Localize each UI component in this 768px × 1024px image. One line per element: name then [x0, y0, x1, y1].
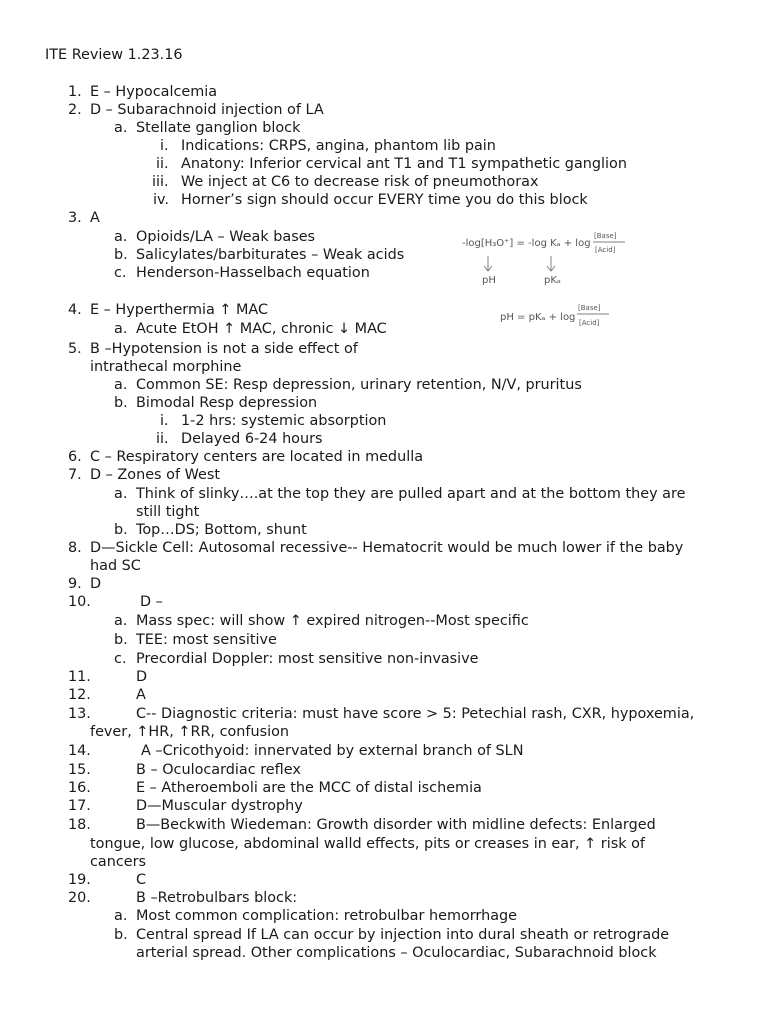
- item-text: B – Oculocardiac reflex: [136, 762, 301, 778]
- sub-item-letter: a.: [114, 908, 128, 924]
- sub-item-letter: c.: [114, 265, 127, 281]
- item-text: B –Hypotension is not a side effect of: [90, 341, 358, 357]
- sub-item-letter: a.: [114, 321, 128, 337]
- item-text: D – Zones of West: [90, 467, 220, 483]
- item-text: B –Retrobulbars block:: [136, 890, 298, 906]
- equation-1-denominator: [Acid]: [595, 246, 616, 254]
- item-number: 19.: [68, 872, 91, 888]
- item-number: 5.: [68, 341, 82, 357]
- item-number: 9.: [68, 576, 82, 592]
- item-text-continued: had SC: [90, 558, 141, 574]
- item-text: D: [90, 576, 102, 592]
- equation-2-denominator: [Acid]: [579, 319, 600, 327]
- item-number: 13.: [68, 706, 91, 722]
- sub-item-text: Stellate ganglion block: [136, 120, 301, 136]
- sub-item-text: Henderson-Hasselbach equation: [136, 265, 370, 281]
- sub-item-text: Central spread If LA can occur by injection into dural sheath or retrograde: [136, 927, 670, 943]
- sub-item-text: Mass spec: will show ↑ expired nitrogen--Most specific: [136, 613, 529, 629]
- down-arrow-icon: [547, 256, 555, 271]
- sub-item-letter: a.: [114, 229, 128, 245]
- item-number: 10.: [68, 594, 91, 610]
- item-text: A: [90, 210, 100, 226]
- sub-sub-item-text: Horner’s sign should occur EVERY time you do this block: [181, 192, 588, 208]
- item-text: D – Subarachnoid injection of LA: [90, 102, 324, 118]
- item-text: A: [136, 687, 146, 703]
- item-number: 3.: [68, 210, 82, 226]
- sub-item-letter: b.: [114, 632, 128, 648]
- equation-1-numerator: [Base]: [594, 232, 617, 240]
- sub-item-text-continued: arterial spread. Other complications – Oculocardiac, Subarachnoid block: [136, 945, 657, 961]
- henderson-hasselbalch-equation-image: [458, 224, 634, 340]
- item-text: B—Beckwith Wiedeman: Growth disorder with midline defects: Enlarged: [136, 817, 656, 833]
- item-text-continued: fever, ↑HR, ↑RR, confusion: [90, 724, 290, 740]
- sub-sub-item-roman: ii.: [156, 431, 169, 447]
- item-text: E – Hypocalcemia: [90, 84, 218, 100]
- down-arrow-icon: [484, 256, 492, 271]
- item-number: 17.: [68, 798, 91, 814]
- sub-item-letter: c.: [114, 651, 127, 667]
- item-text-continued: intrathecal morphine: [90, 359, 242, 375]
- item-text: D—Muscular dystrophy: [136, 798, 303, 814]
- item-text: D—Sickle Cell: Autosomal recessive-- Hematocrit would be much lower if the baby: [90, 540, 684, 556]
- item-number: 7.: [68, 467, 82, 483]
- page-title: ITE Review 1.23.16: [45, 47, 183, 63]
- sub-sub-item-text: 1-2 hrs: systemic absorption: [181, 413, 387, 429]
- sub-item-text: TEE: most sensitive: [136, 632, 277, 648]
- item-text: C – Respiratory centers are located in medulla: [90, 449, 424, 465]
- equation-1-pka-label: pKₐ: [544, 275, 561, 286]
- sub-sub-item-roman: i.: [160, 138, 169, 154]
- equation-1-ph-label: pH: [482, 275, 496, 286]
- sub-sub-item-text: We inject at C6 to decrease risk of pneumothorax: [181, 174, 539, 190]
- sub-item-text: Most common complication: retrobulbar hemorrhage: [136, 908, 518, 924]
- sub-sub-item-text: Delayed 6-24 hours: [181, 431, 323, 447]
- sub-sub-item-roman: iii.: [152, 174, 169, 190]
- item-text: D: [136, 669, 148, 685]
- sub-item-text: Think of slinky….at the top they are pulled apart and at the bottom they are: [136, 486, 686, 502]
- item-number: 1.: [68, 84, 82, 100]
- item-number: 20.: [68, 890, 91, 906]
- item-number: 8.: [68, 540, 82, 556]
- item-text-continued: tongue, low glucose, abdominal walld effects, pits or creases in ear, ↑ risk of: [90, 836, 645, 852]
- equation-1-left: -log[H₃O⁺] = -log Kₐ + log: [462, 238, 591, 249]
- sub-item-text: Common SE: Resp depression, urinary retention, N/V, pruritus: [136, 377, 582, 393]
- sub-item-text: Bimodal Resp depression: [136, 395, 318, 411]
- sub-item-letter: a.: [114, 120, 128, 136]
- item-number: 12.: [68, 687, 91, 703]
- equation-2-numerator: [Base]: [578, 304, 601, 312]
- item-number: 14.: [68, 743, 91, 759]
- sub-item-text: Opioids/LA – Weak bases: [136, 229, 316, 245]
- item-text: E – Atheroemboli are the MCC of distal ischemia: [136, 780, 482, 796]
- sub-item-text: Top…DS; Bottom, shunt: [136, 522, 307, 538]
- sub-sub-item-text: Anatony: Inferior cervical ant T1 and T1 sympathetic ganglion: [181, 156, 627, 172]
- item-number: 18.: [68, 817, 91, 833]
- sub-sub-item-roman: i.: [160, 413, 169, 429]
- item-number: 4.: [68, 302, 82, 318]
- sub-sub-item-text: Indications: CRPS, angina, phantom lib pain: [181, 138, 496, 154]
- item-number: 6.: [68, 449, 82, 465]
- sub-item-text: Salicylates/barbiturates – Weak acids: [136, 247, 405, 263]
- sub-item-letter: b.: [114, 522, 128, 538]
- sub-item-letter: a.: [114, 486, 128, 502]
- sub-item-letter: a.: [114, 613, 128, 629]
- sub-sub-item-roman: ii.: [156, 156, 169, 172]
- sub-item-text: Precordial Doppler: most sensitive non-invasive: [136, 651, 479, 667]
- sub-sub-item-roman: iv.: [153, 192, 169, 208]
- sub-item-letter: b.: [114, 927, 128, 943]
- item-text: C: [136, 872, 147, 888]
- sub-item-text: Acute EtOH ↑ MAC, chronic ↓ MAC: [136, 321, 387, 337]
- sub-item-letter: b.: [114, 247, 128, 263]
- item-number: 2.: [68, 102, 82, 118]
- sub-item-letter: a.: [114, 377, 128, 393]
- equation-2-left: pH = pKₐ + log: [500, 312, 576, 323]
- item-number: 11.: [68, 669, 91, 685]
- item-number: 15.: [68, 762, 91, 778]
- item-text: E – Hyperthermia ↑ MAC: [90, 302, 269, 318]
- item-number: 16.: [68, 780, 91, 796]
- item-text: A –Cricothyoid: innervated by external branch of SLN: [141, 743, 524, 759]
- item-text: D –: [140, 594, 163, 610]
- item-text: C-- Diagnostic criteria: must have score > 5: Petechial rash, CXR, hypoxemia,: [136, 706, 695, 722]
- sub-item-text-continued: still tight: [136, 504, 200, 520]
- sub-item-letter: b.: [114, 395, 128, 411]
- item-text-continued: cancers: [90, 854, 147, 870]
